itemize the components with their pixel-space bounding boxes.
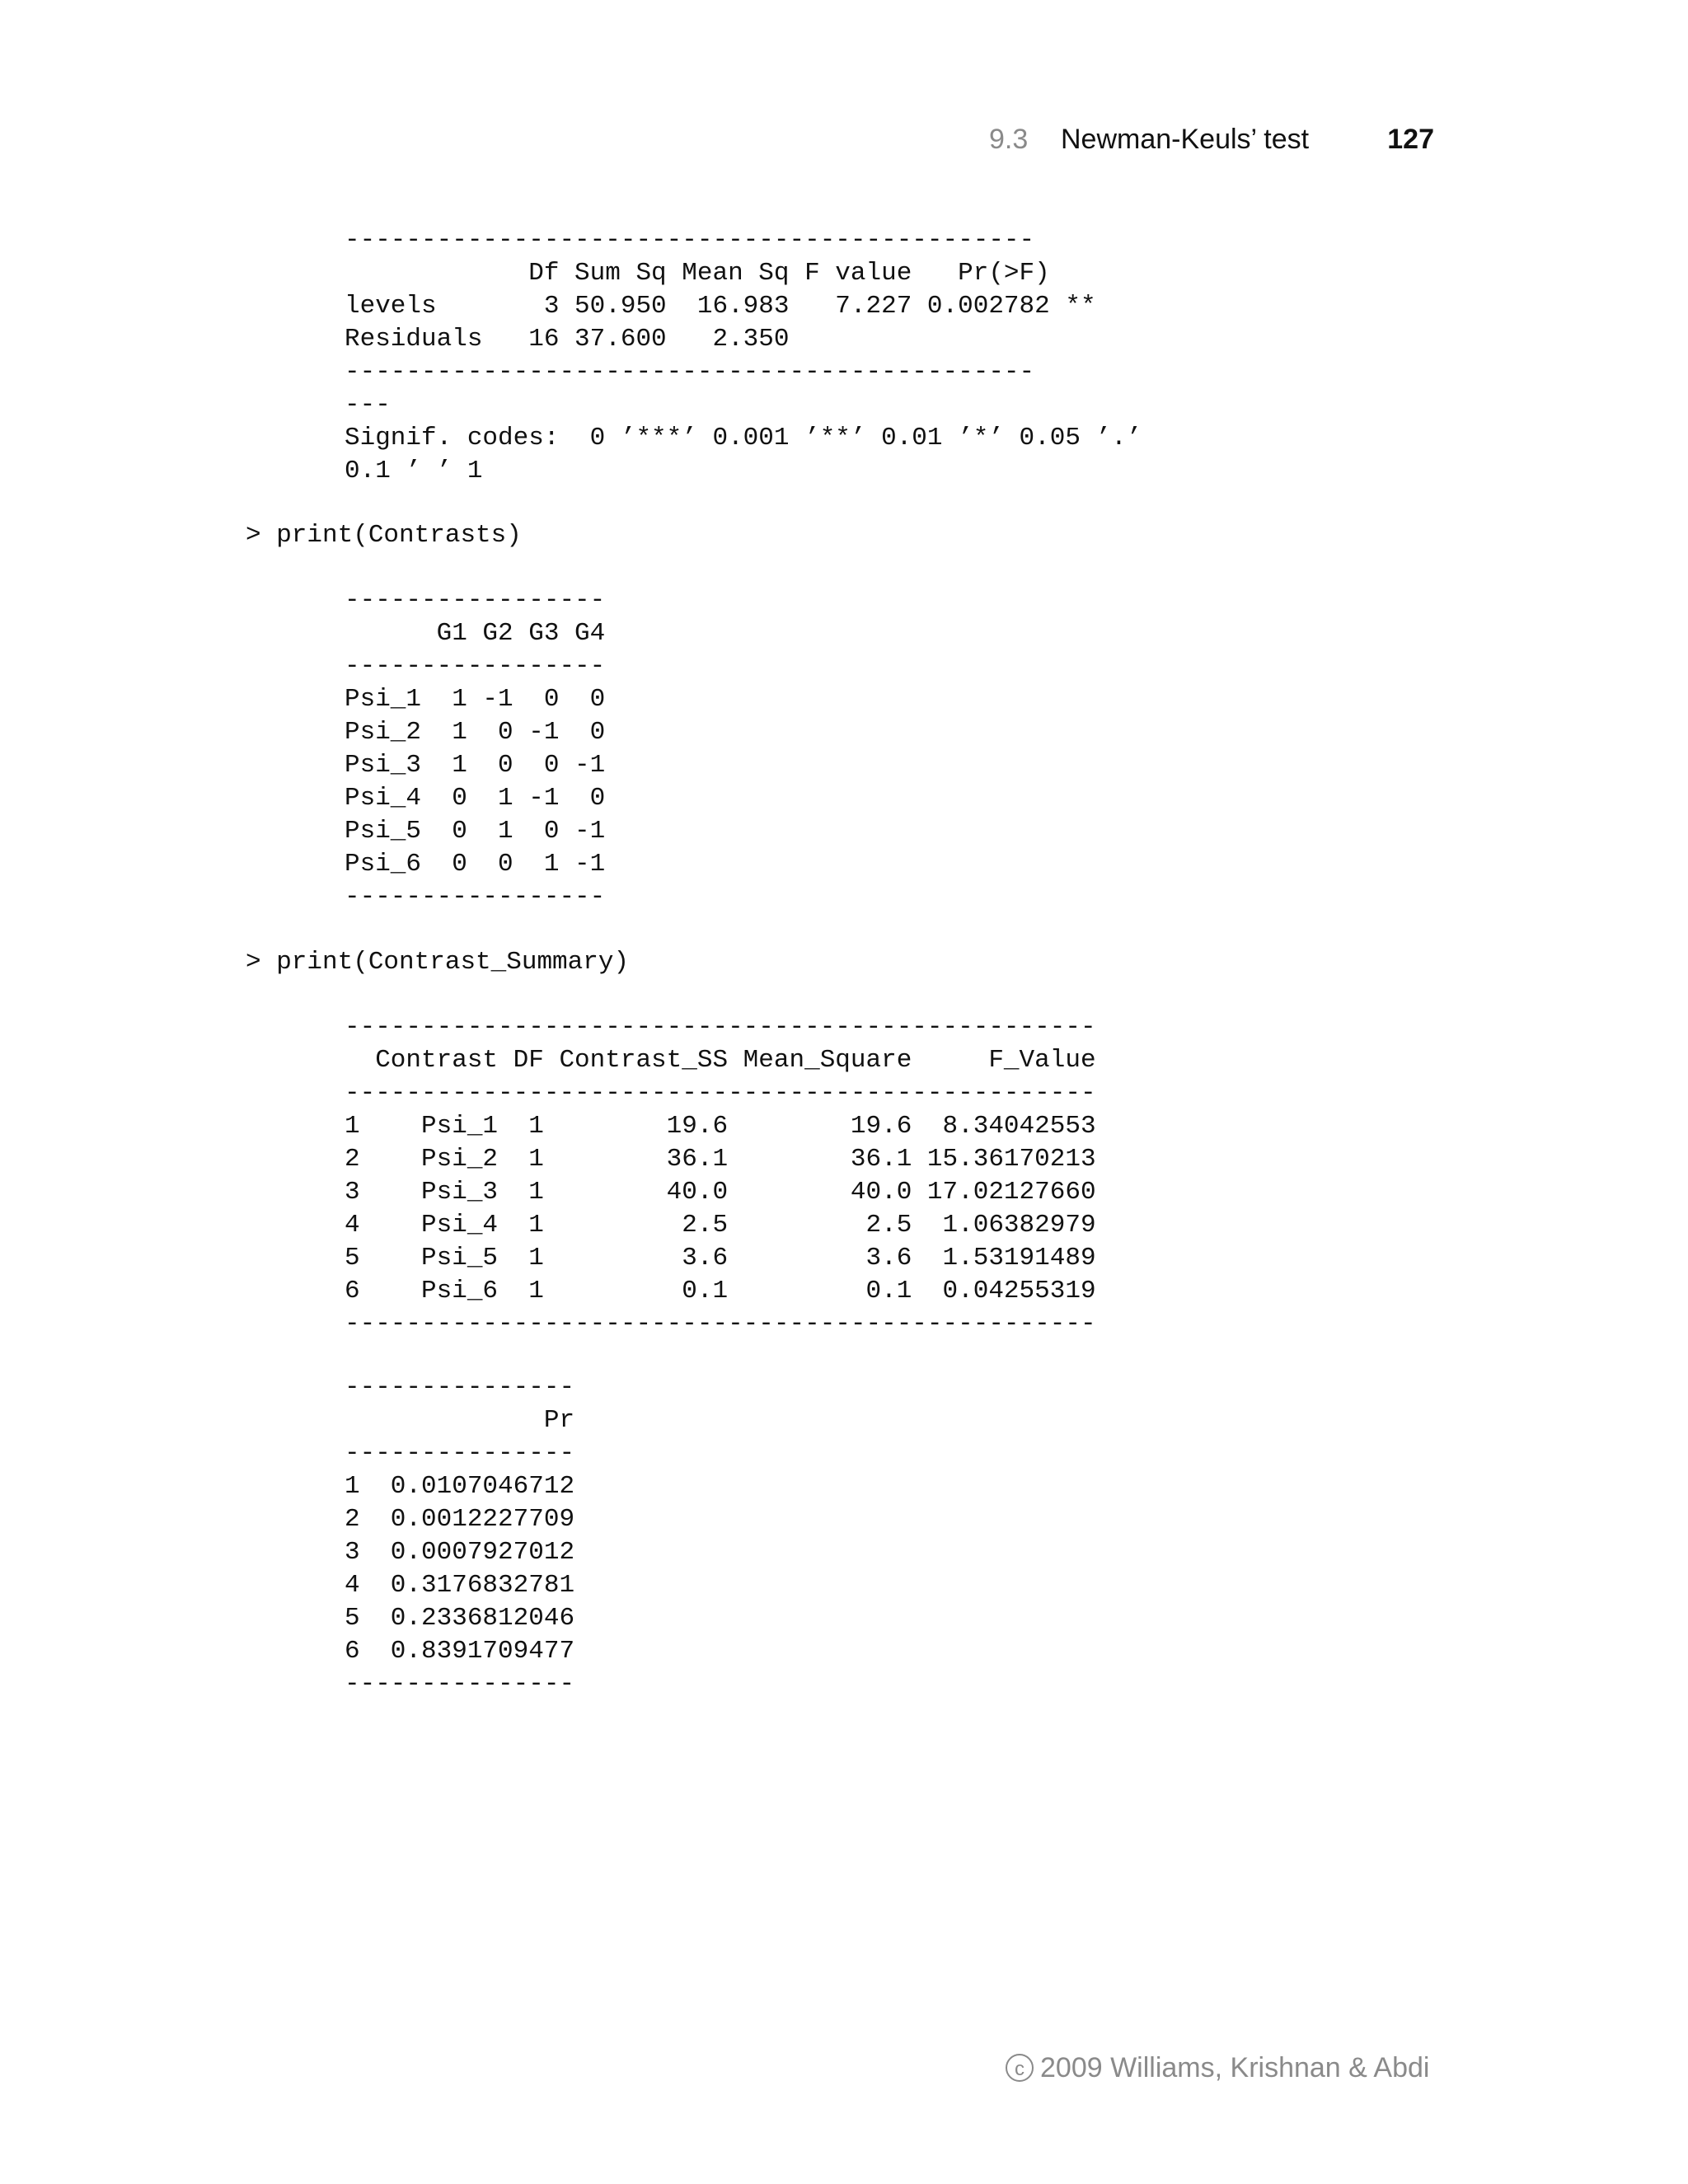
contrasts-matrix-output: ----------------- G1 G2 G3 G4 ----------------- Psi_1 1 -1 0 0 Psi_2 1 0 -1 0 Psi_3 1 0 0 -1 Psi_4 0 1 -1 0 Psi_5 0 1 0 -1 Psi_6 0 0 1 -1 ----------------- [345,586,606,912]
contrast-summary-output: ------------------------------------------------- Contrast DF Contrast_SS Mean_Square F_Value ------------------------------------------------- 1 Psi_1 1 19.6 19.6 8.34042553 2 Psi_2 1 36.1 36.1 15.36170213 3 Psi_3 1 40.0 40.0 17.02127660 4 Psi_4 1 2.5 2.5 1.06382979 5 Psi_5 1 3.6 3.6 1.53191489 6 Psi_6 1 0.1 0.1 0.04255319 ------------------------------------------------- [345,1013,1096,1338]
p-values-output: --------------- Pr --------------- 1 0.0107046712 2 0.0012227709 3 0.0007927012 4 0.3176832781 5 0.2336812046 6 0.8391709477 --------------- [345,1373,575,1699]
print-contrasts-command: > print(Contrasts) [246,521,522,550]
section-number: 9.3 [989,124,1029,155]
copyright-footer [1006,2052,1429,2084]
anova-table-output: --------------------------------------------- Df Sum Sq Mean Sq F value Pr(>F) levels 3 50.950 16.983 7.227 0.002782 ** Residuals 16 37.600 2.350 --------------------------------------------- --- Signif. codes: 0 ’***’ 0.001 ’**’ 0.01 ’*’ 0.05 ’.’ 0.1 ’ ’ 1 [345,226,1142,485]
print-contrast-summary-command: > print(Contrast_Summary) [246,948,630,977]
copyright-icon: c [1006,2054,1034,2082]
page-number: 127 [1387,124,1434,155]
copyright-text: 2009 Williams, Krishnan & Abdi [1040,2052,1430,2083]
running-head [973,124,1434,165]
section-title: Newman-Keuls’ test [1061,124,1310,155]
